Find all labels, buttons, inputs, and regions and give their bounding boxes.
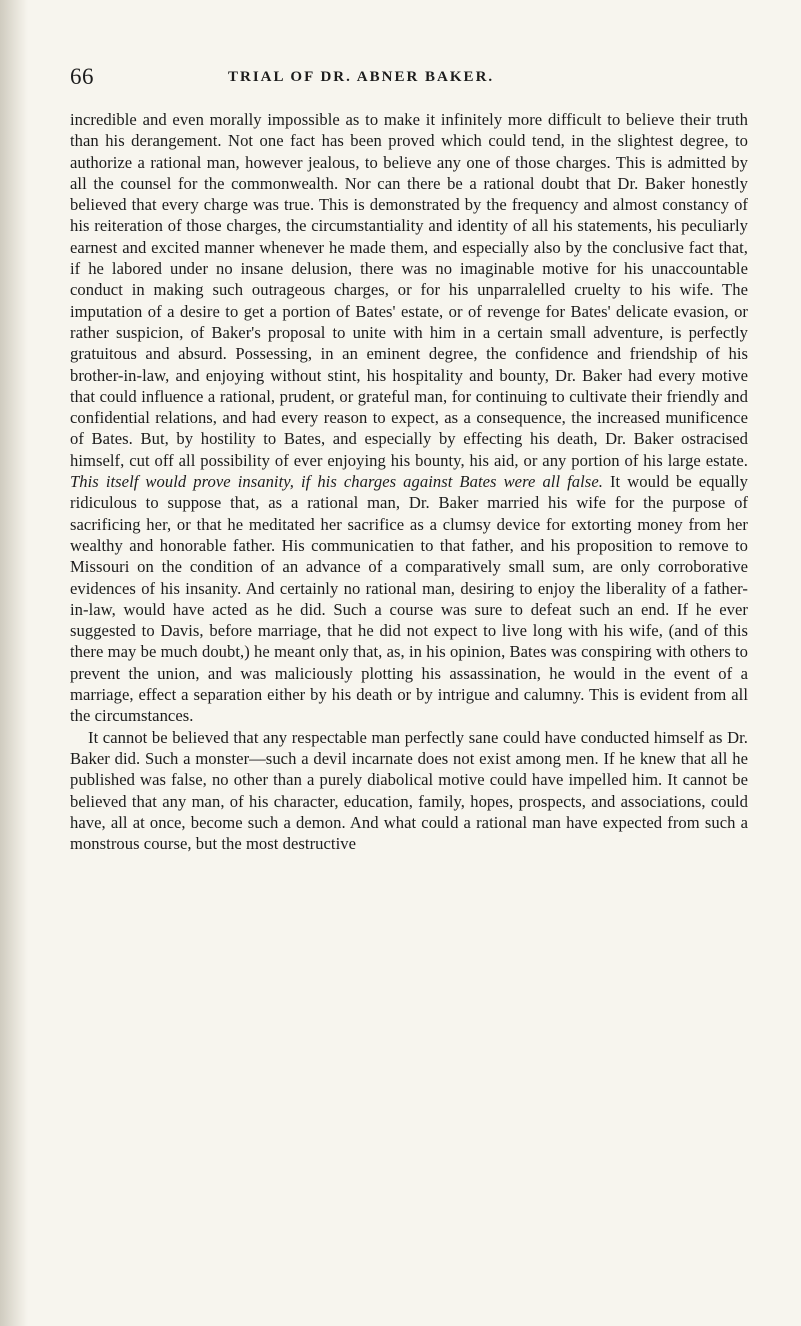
paragraph-1-text: incredible and even morally impossible as to make it infinitely more difficult to believe their truth than his derangement. Not one fact has been proved which could tend, in the slightest degree, to authorize a rational man, however jealous, to believe any one of those charges. This is admitted by all the counsel for the commonwealth. Nor can there be a rational doubt that Dr. Baker honestly believed that every charge was true. This is demonstrated by the frequency and almost constancy of his reiteration of those charges, the circumstantiality and identity of all his statements, his peculiarly earnest and excited manner whenever he made them, and especially also by the conclusive fact that, if he labored under no insane delusion, there was no imaginable motive for his unaccountable conduct in making such outrageous charges, or for his unparralelled cruelty to his wife. The imputation of a desire to get a portion of Bates' estate, or of revenge for Bates' delicate evasion, or rather suspicion, of Baker's proposal to unite with him in a certain small adventure, is perfectly gratuitous and absurd. Possessing, in an eminent degree, the confidence and friendship of his brother-in-law, and enjoying without stint, his hospitality and bounty, Dr. Baker had every motive that could influence a rational, prudent, or grateful man, for continuing to cultivate their friendly and confidential relations, and had every reason to expect, as a consequence, the increased munificence of Bates. But, by hostility to Bates, and especially by effecting his death, Dr. Baker ostracised himself, cut off all possibility of ever enjoying his bounty, his aid, or any portion of his large estate.	[70, 110, 748, 470]
paragraph-1-continuation: It would be equally ridiculous to suppose that, as a rational man, Dr. Baker married his wife for the purpose of sacrificing her, or that he meditated her sacrifice as a clumsy device for extorting money from her wealthy and honorable father. His communicatien to that father, and his proposition to remove to Missouri on the condition of an advance of a comparatively small sum, are only corroborative evidences of his insanity. And certainly no rational man, desiring to enjoy the liberality of a father-in-law, would have acted as he did. Such a course was sure to defeat such an end. If he ever suggested to Davis, before marriage, that he did not expect to live long with his wife, (and of this there may be much doubt,) he meant only that, as, in his opinion, Bates was conspiring with others to prevent the union, and was maliciously plotting his assassination, he would in the event of a marriage, effect a separation either by his death or by intrigue and calumny. This is evident from all the circumstances.	[70, 472, 749, 726]
running-head: TRIAL OF DR. ABNER BAKER.	[228, 69, 495, 85]
paragraph-2-text: It cannot be believed that any respectable man perfectly sane could have conducted himself as Dr. Baker did. Such a monster—such a devil incarnate does not exist among men. If he knew that all he published was false, no other than a purely diabolical motive could have impelled him. It cannot be believed that any man, of his character, education, family, hopes, prospects, and associations, could have, all at once, become such a demon. And what could a rational man have expected from such a monstrous course, but the most destructive	[70, 727, 748, 854]
binding-shadow	[0, 0, 28, 1326]
paragraph-1	[70, 109, 748, 727]
emphasis-text: This itself would prove insanity, if his charges against Bates were all false.	[70, 472, 603, 492]
paragraph-2	[70, 727, 748, 855]
body-text	[70, 109, 748, 854]
page-header	[70, 64, 750, 92]
page-number: 66	[70, 64, 94, 89]
